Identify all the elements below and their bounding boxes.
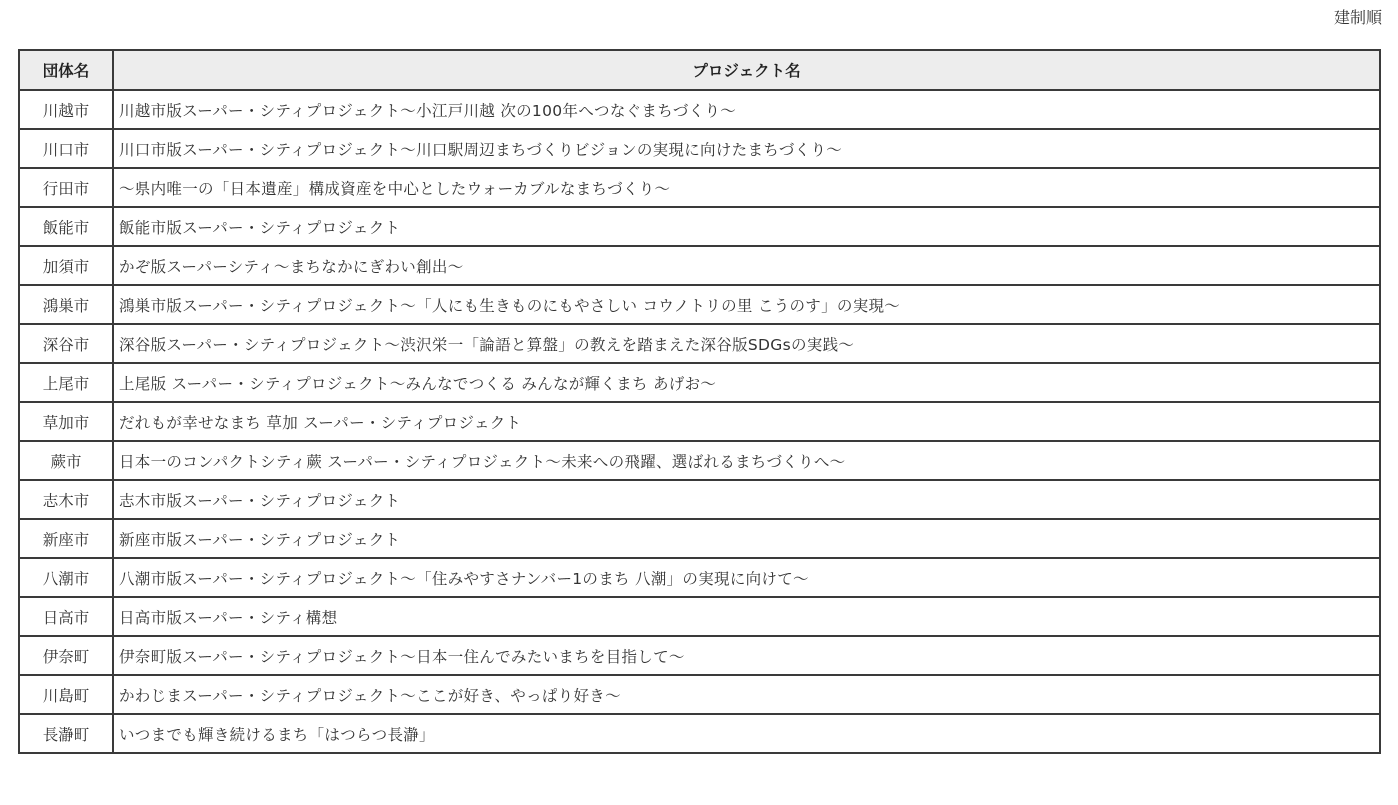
table-row [19,714,1380,753]
project-name-cell: 日本一のコンパクトシティ蕨 スーパー・シティプロジェクト～未来への飛躍、選ばれるまちづくりへ～ [113,441,1380,480]
project-name-cell: 伊奈町版スーパー・シティプロジェクト～日本一住んでみたいまちを目指して～ [113,636,1380,675]
organization-cell: 長瀞町 [19,714,113,753]
organization-cell: 伊奈町 [19,636,113,675]
organization-cell: 志木市 [19,480,113,519]
organization-cell: 八潮市 [19,558,113,597]
project-name-cell: 志木市版スーパー・シティプロジェクト [113,480,1380,519]
table-row [19,363,1380,402]
project-table-container [18,49,1381,754]
project-table [18,49,1381,754]
table-row [19,246,1380,285]
project-name-cell: 八潮市版スーパー・シティプロジェクト～「住みやすさナンバー1のまち 八潮」の実現に向けて～ [113,558,1380,597]
table-header-row [19,50,1380,90]
project-name-cell: 鴻巣市版スーパー・シティプロジェクト～「人にも生きものにもやさしい コウノトリの里 こうのす」の実現～ [113,285,1380,324]
project-name-cell: だれもが幸せなまち 草加 スーパー・シティプロジェクト [113,402,1380,441]
project-name-cell: 上尾版 スーパー・シティプロジェクト～みんなでつくる みんなが輝くまち あげお～ [113,363,1380,402]
sort-order-label: 建制順 [1333,8,1382,27]
organization-cell: 川島町 [19,675,113,714]
table-row [19,90,1380,129]
table-row [19,285,1380,324]
organization-cell: 川口市 [19,129,113,168]
organization-cell: 日高市 [19,597,113,636]
table-row [19,636,1380,675]
table-row [19,129,1380,168]
organization-cell: 加須市 [19,246,113,285]
table-row [19,480,1380,519]
column-header-project: プロジェクト名 [113,50,1380,90]
table-row [19,597,1380,636]
column-header-organization: 団体名 [19,50,113,90]
project-name-cell: 川口市版スーパー・シティプロジェクト～川口駅周辺まちづくりビジョンの実現に向けたまちづくり～ [113,129,1380,168]
table-row [19,675,1380,714]
table-row [19,558,1380,597]
project-name-cell: ～県内唯一の「日本遺産」構成資産を中心としたウォーカブルなまちづくり～ [113,168,1380,207]
table-row [19,519,1380,558]
organization-cell: 蕨市 [19,441,113,480]
project-name-cell: 新座市版スーパー・シティプロジェクト [113,519,1380,558]
table-row [19,207,1380,246]
table-row [19,441,1380,480]
organization-cell: 深谷市 [19,324,113,363]
project-name-cell: いつまでも輝き続けるまち「はつらつ長瀞」 [113,714,1380,753]
project-name-cell: 日高市版スーパー・シティ構想 [113,597,1380,636]
table-body [19,90,1380,753]
table-row [19,402,1380,441]
project-name-cell: かわじまスーパー・シティプロジェクト～ここが好き、やっぱり好き～ [113,675,1380,714]
organization-cell: 飯能市 [19,207,113,246]
organization-cell: 川越市 [19,90,113,129]
organization-cell: 新座市 [19,519,113,558]
project-name-cell: かぞ版スーパーシティ～まちなかにぎわい創出～ [113,246,1380,285]
project-name-cell: 飯能市版スーパー・シティプロジェクト [113,207,1380,246]
organization-cell: 上尾市 [19,363,113,402]
organization-cell: 行田市 [19,168,113,207]
table-row [19,168,1380,207]
project-name-cell: 深谷版スーパー・シティプロジェクト～渋沢栄一「論語と算盤」の教えを踏まえた深谷版SDGsの実践～ [113,324,1380,363]
organization-cell: 草加市 [19,402,113,441]
table-row [19,324,1380,363]
organization-cell: 鴻巣市 [19,285,113,324]
project-name-cell: 川越市版スーパー・シティプロジェクト～小江戸川越 次の100年へつなぐまちづくり～ [113,90,1380,129]
